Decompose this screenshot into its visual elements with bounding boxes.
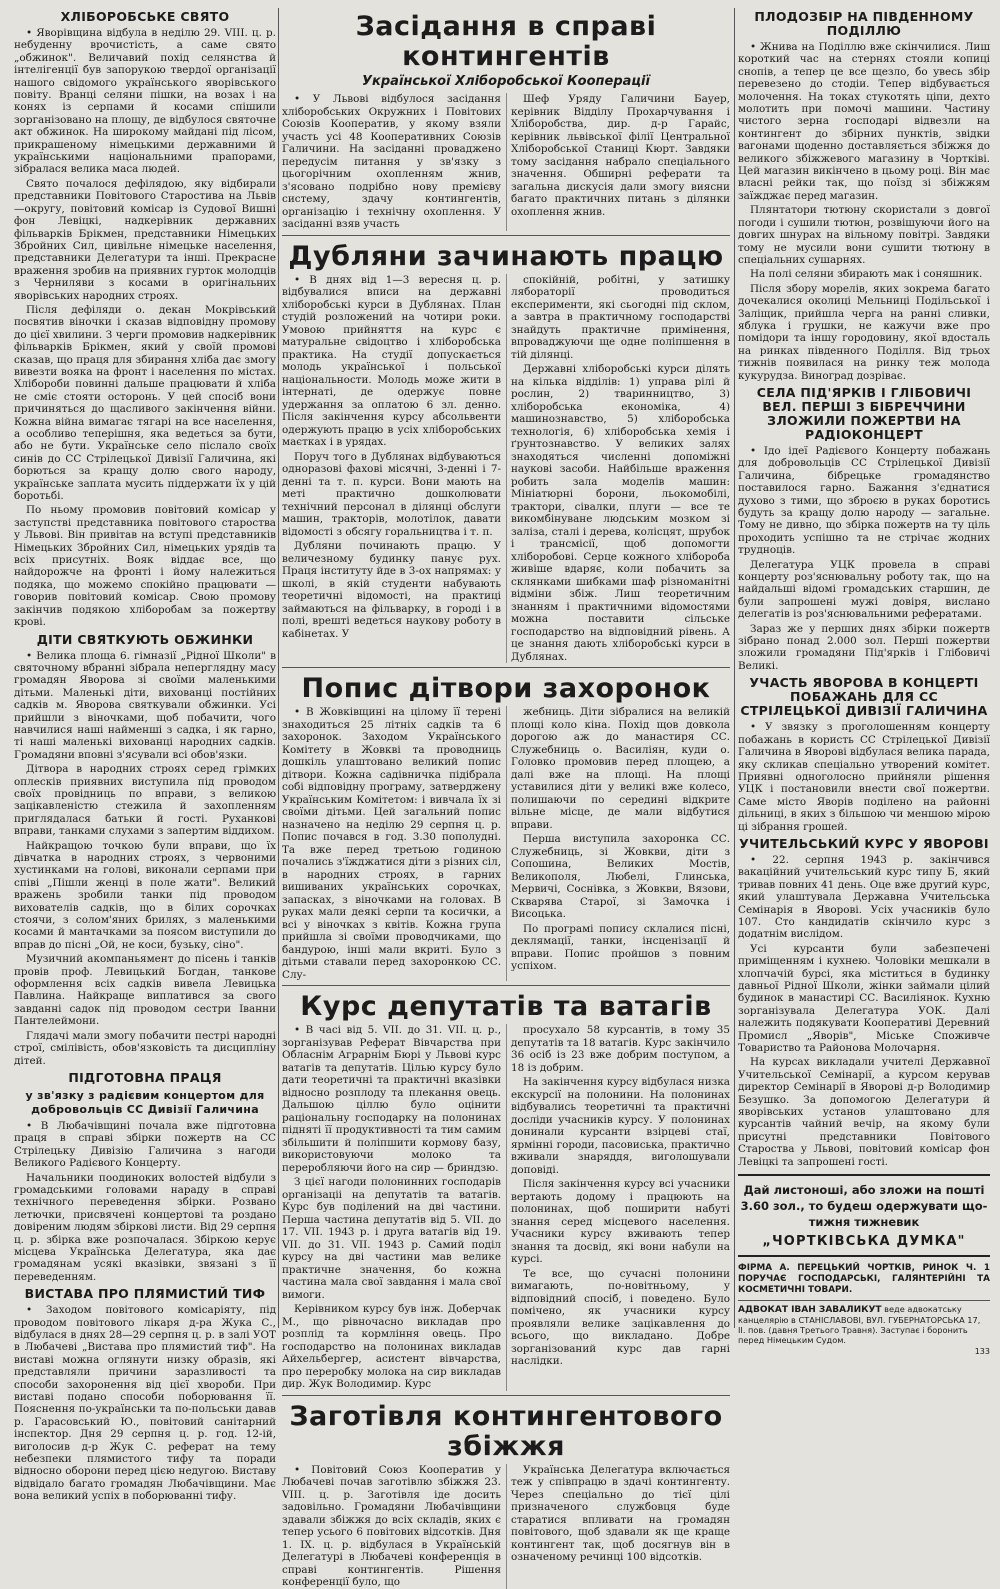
paragraph: По програмі попису склалися пісні, деклямації, танки, інсценізації й вправи. Попис пройшов з повним успіхом.: [511, 922, 730, 972]
paragraph: • У звязку з проголошенням концерту побажань в користь СС Стрілецької Дивізії Галичина в Яворові відбулася велика парада, яку скликав спеціально утворений комітет. Приявні одноголосно прийняли рішення УЦК і постановили внести свої пожертви. Саме місто Яворів поділено на районні дільниці, в яких з більшою чи меншою мірою ці зібрання грошей.: [738, 721, 990, 833]
ad-line: тижня тижневик: [808, 1215, 920, 1230]
ad-line: Дай листоноші, або зложи на пошті: [743, 1183, 985, 1198]
center-column: [282, 6, 731, 1588]
paragraph: Глядачі мали змогу побачити пестрі народні строї, смілівість, обов'язковість та дисципліну дітей.: [14, 1029, 276, 1067]
paragraph: • В часі від 5. VII. до 31. VII. ц. р., зорганізував Реферат Вівчарства при Обласнім Аграрнім Бюрі у Львові курс ватагів та депутатів. Цілью курсу було дати теоретичні та практичні вказівки відносно розплоду та плекання овець. Дальшою ціллю було оцінити раціональну господарку на полонинах підняті її продуктивності та тим самим збільшити й поліпшити кормову базу, використовуючи молоко та переробляючи його на сир — бриндзю.: [282, 1024, 501, 1174]
lawyer-text: веде адвокатську канцелярію в СТАНІСЛАВОВІ, ВУЛ. ГУБЕРНАТОРСЬКА 17, II. пов. (давня Третього Травня). Заступає і боронить перед Німецьким Судом.: [738, 1304, 981, 1346]
paragraph: По ньому промовив повітовий комісар у заступстві представника повітового староства у Львові. Він привітав на вступі представників Німецьких Збройних Сил, німецьких урядів та всіх присутніх. Вояк віддає все, що найдорожче на фронті і йому належиться подяка, що можемо спокійно працювати — говорив повітовий комісар. Свою промову закінчив подякою хліборобам за пожертву крові.: [14, 504, 276, 629]
page-number: 133: [974, 1347, 990, 1357]
paragraph: Державні хліборобські курси ділять на кілька відділів: 1) управа рілі й рослин, 2) тваринництво, 3) хліборобська економіка, 4) машинознавство, 5) хліборобська технологія, 6) хліборобська хемія і ґрунтознавство. У великих залях знаходяться численні допоміжні наукові засоби. Найбільше враження робить зала моделів машин: Мініатюрні борони, льокомобілі, трактори, сівалки, плуги — все те викомбінуване людським мозком зі заліза, сталі і дерева, колісцят, шрубок і трансмісії, щоб допомогти хліборобові. Серце кожного хлібороба живіше вдаряє, коли побачить за склянками шибками шаф різноманітні відміни збіж. Лиш теоретичним знанням і практичними відомостями можна поставити сільське господарство на відповідний рівень. А це знання дають хліборобські курси в Дублянах.: [511, 363, 730, 663]
paragraph: • Повітовий Союз Кооператив у Любачеві почав заготівлю збіжжя 23. VIII. ц. р. Заготівля іде досить задовільно. Громадяни Любачівщини здавали збіжжя до всіх складів, яких є тепер усього 6 повітових відсотків. Дня 1. IX. ц. р. відбулася в Українській Делегатурі в Любачеві конференція в справі контингентів. Рішення конференції було, що: [282, 1463, 501, 1588]
subscription-ad: [738, 1174, 990, 1257]
article-title: ХЛІБОРОБСЬКЕ СВЯТО: [60, 9, 230, 24]
divider: [282, 667, 730, 668]
paragraph: Дітвора в народних строях серед грімких оплесків приявних виступила під проводом своїх провідниць по вправи, з великою зацікавленістю стежила й захопленням приглядалася батьки й гості. Руханкові вправи, танками слухами з запертим віддихом.: [14, 763, 276, 838]
column-rule: [734, 8, 735, 1328]
paragraph: • Яворівщина відбула в неділю 29. VIII. ц. р. небуденну врочистість, а саме свято „обжинок". Величавий похід селянства й інтелігенції був запорукою твердої організації нашого свідомого українського яворівського повіту. Вранці селяни пішки, на возах і на конях із серпами й косами спішили зорганізовано на площу, де відбулося святочне акт обжинок. На широкому майдані під лісом, прикрашеному німецькими державними й українськими національними прапорами, зібралася велика маса людей.: [14, 27, 276, 176]
paragraph: • В Любачівщині почала вже підготовна праця в справі збірки пожертв на СС Стрілецьку Дивізію Галичина з нагоди Великого Радієвого Концерту.: [14, 1119, 276, 1170]
headline: Дубляни зачинають працю: [288, 240, 724, 272]
paragraph: Найкращою точкою були вправи, що їх дівчатка в народних строях, з червоними хустинками на голові, виконали серпами при співі „Пішли женці в поле жати". Великий вражень зробили танки під проводом вихователів садків, що в білих сорочках стоячи, з солом'яних брилях, з маленькими косами й мантачками за поясом виступили до вправ до пісні „Ой, не коси, бузьку, сіно".: [14, 839, 276, 951]
paragraph: просухало 58 курсантів, в тому 35 депутатів та 18 ватагів. Курс закінчило 36 осіб із 23 вже добрим поступом, а 18 із добрим.: [511, 1024, 730, 1074]
column-rule: [278, 8, 279, 1328]
paragraph: Зараз же у перших днях збірки пожертв зібрано понад 2.000 зол. Перші пожертви зложили громадяни Під'ярків і Глібовичі Великі.: [738, 622, 990, 672]
article-body: [282, 274, 730, 664]
headline: Заготівля контингентового збіжжя: [289, 1400, 723, 1462]
article-body: [282, 93, 730, 231]
newspaper-name: „ЧОРТКІВСЬКА ДУМКА": [762, 1234, 966, 1250]
headline: Засідання в справі контингентів: [355, 11, 657, 72]
divider: [282, 985, 730, 986]
paragraph: На закінчення курсу відбулася низка екскурсії на полонини. На полонинах відбувались теоретичні та практичні досліди учасників курсу. У полонинах донинали курсанти взірцеві стаї, ярмінні городи, пасовиська, практично вживали знаряддя, виголошували доповіді.: [511, 1076, 731, 1176]
article-body: [282, 1024, 730, 1391]
article-title: ВИСТАВА ПРО ПЛЯМИСТИЙ ТИФ: [24, 1286, 266, 1302]
paragraph: Свято почалося дефілядою, яку відбирали представники Повітового Старостива на Львів—округу, повітовий комісар із Судової Вишні фон Левіцкі, надкерівник державних фільварків Брікмен, представники Німецьких Збройних Сил, цивільне німецьке населення, представники Делегатури та інші. Прекрасне враження зробив на приявних гурток молодців з Черниляви з косами в оригінальних яворівських народних строях.: [14, 177, 276, 302]
article-body: [282, 706, 730, 981]
paragraph: Перша виступила захоронка СС. Служебниць, зі Жовкви, діти з Сопошина, Великих Мостів, Великополя, Любелі, Глинська, Мервичі, Соснівка, з Жовкви, Вязови, Скварява Старої, зі Замочка і Висоцька.: [511, 833, 730, 920]
paragraph: • В Жовківщині на цілому її терені знаходиться 25 літніх садків та 6 захоронок. Заходом Українського Комітету в Жовкві та проводниць дошкіль улаштовано великий попис дітвори. Кожна садівничка підібрала собі відповідну програму, затверджену Українським Комітетом: і вивчала їх зі своїми дітьми. Цей загальний попис назначено на неділю 29 серпня ц. р. Попис почався в год. 3.30 пополудні. Та вже перед третьою годиною почались з'їжджатися діти з різних сіл, в народних строях, в гарних вишиваних українських сорочках, запасках, з віночками на головах. В руках мали деякі серпи та косички, а всі у віночках з квітів. Кожна група прийшла зі своїми проводчиками, що бандурою, інші мали вкриті. Було з дітьми ставали перед захоронкою СС. Слу-: [282, 706, 501, 981]
divider: [282, 235, 730, 236]
ad-line: 3.60 зол., то будеш одержувати що-: [740, 1199, 988, 1214]
paragraph: Після закінчення курсу всі учасники вертають додому і працюють на полонинах, щоб поширити набуті знання серед місцевого населення. Учасники курсу вживають тепер знання та досвід, які вони набули на курсі.: [511, 1178, 730, 1265]
paragraph: Дубляни починають працю. У величезному будинку панує рух. Праця інституту йде в 3-ох напрямах: у школі, в якій студенти набувають теоретичні відомості, на практиці займаються на фільварку, в городі і в полі, врешті ведеться наукову роботу в кабінетах. У: [282, 540, 501, 640]
right-column: [738, 6, 990, 1357]
paragraph: • Заходом повітового комісаріяту, під проводом повітового лікаря д-ра Жука С., відбулася в днях 28—29 серпня ц. р. в залі УОТ в Любачеві „Вистава про плямистий тиф". На виставі можна оглянути низку образів, які представляли причини заразливості та способи захоронення від цієї хвороби. При виставі подано способи поборювання її. Пояснення по-українськи та по-польськи давав р. Гарасовський Ю., повітовий санітарний інспектор. Дня 29 серпня ц. р. год. 12-ій, виголосив д-р Жук С. реферат на тему небезпеки плямистого тифу та поради відносно оборони перед цією недугою. Виставу відвідало багато громадян Любачівщини. Має вона великий успіх в поборюванні тифу.: [14, 1304, 276, 1503]
paragraph: Після дефіляди о. декан Мокрівський посвятив віночки і сказав відповідну промову до цієї хвилини. З черги промовив надкерівник фільварків Брікмен, який у своїй промові сказав, що праця для збирання хліба дає змогу вивезти вояка на фронт і населення по містах. Хлібороби повинні дальше працювати й хліба не сміє стояти осторонь. У цей спосіб вони причиняться до щасливого закінчення війни. Кожна війна вимагає тягарі на все населення, а особливо теперішня, яка ведеться за бути, або не бути. Українське село післало своїх синів до СС Стрілецької Дивізії Галичина, які борються за кращу долю свого народу, українське заплата мусить піддержати їх у цій боротьбі.: [14, 303, 276, 503]
article-title: УЧИТЕЛЬСЬКИЙ КУРС У ЯВОРОВІ: [739, 835, 989, 851]
paragraph: • 22. серпня 1943 р. закінчився вакаційний учительський курс типу Б, який тривав повних 41 день. Оце вже другий курс, який улаштувала Державна Учительська Семінарія в Яворові. Усіх учасників було 107. Сто кандидатів скінчило курс з додатнім вислідом.: [738, 853, 990, 941]
divider: [282, 1395, 730, 1396]
lawyer-name: АДВОКАТ ІВАН ЗАВАЛИКУТ: [738, 1305, 882, 1316]
paragraph: Музичний акомпаньямент до пісень і танків провів проф. Левицький Богдан, танкове оформлення всіх садків вивела Левицька Павлина. Найкраще виплатився за свого завданні садок під проводом сестри Іванни Пантелеймони.: [14, 953, 276, 1028]
paragraph: Шеф Уряду Галичини Бауер, керівник Відділу Прохарчування і Хліборобства, дир. д-р Гарайс, керівник львівської філії Центральної Хліборобської Станиці Кюрт. Завдяки тому засідання набрало спеціального значення. Обширні реферати та загальна дискусія дали змогу виясни багато практичних питань з ділянки охоплення жнив.: [511, 93, 730, 218]
paragraph: Плянтатори тютюну скористали з довгої погоди і сушили тютюн, розвішуючи його на довгих шнурах на вільному повітрі. Завдяки тому не мусили вони сушити тютюну в спеціальних сушарнях.: [738, 204, 990, 266]
paragraph: • У Львові відбулося засідання хліборобських Окружних і Повітових Союзів Кооператив, у якому взяли участь усі 48 Кооперативних Союзів Галичини. На засіданні проваджено передусім питання у зв'язку з цьогорічним охопленням жнив, з'ясовано подрібно нову премієву систему, здачу контингентів, організацію і технічну охоплення. У засіданні взяв участь: [282, 93, 501, 230]
paragraph: На курсах викладали учителі Державної Учительської Семінарії, а курсом керував директор Семінарії в Яворові д-р Володимир Безушко. За допомогою Делегатури й яворівських установ улаштовано для курсантів чайний вечір, на якому були присутні представники Повітового Староства у Львові, повітовий комісар фон Левіцкі та запрошені гості.: [738, 1056, 990, 1168]
paragraph: Українська Делегатура включається теж у співпрацю в здачі контингенту. Через спеціально до тієї цілі призначеного службовця буде старатися впливати на громадян повітового, щоб здавали як ще краще контингент так, щоб досягнув він в означеному речинці 100 відсотків.: [511, 1463, 730, 1563]
paragraph: Після збору морелів, яких зокрема багато дочекалися околиці Мельниці Подільської і Заліщик, прийшла черга на ранні сливки, яблука і грушки, не кажучи вже про помідори та іншу городовину, якої вдосталь на ринках південного Поділля. Від трьох тижнів появилася на ринку теж молода кукурудза. Виноград дозріває.: [738, 282, 990, 382]
headline-subtitle: Української Хліборобської Кооперації: [362, 74, 650, 89]
article-subtitle: у зв'язку з радієвим концертом для добровольців СС Дивізії Галичина: [25, 1088, 265, 1116]
paragraph: жебниць. Діти зібралися на великій площі коло кіна. Похід щов довкола дорогою аж до манастиря СС. Служебниць о. Василіян, куди о. Головко промовив перед площею, а далі вже на площі. На площі уставилися діти у великі вже колесо, полишаючи по середині відкрите вільне місце, де мали відбутися вправи.: [511, 706, 730, 831]
article-title: СЕЛА ПІД'ЯРКІВ І ГЛІБОВИЧІ ВЕЛ. ПЕРШІ З БІБРЕЧЧИНИ ЗЛОЖИЛИ ПОЖЕРТВИ НА РАДІОКОНЦЕРТ: [756, 384, 972, 442]
paragraph: Делегатура УЦК провела в справі концерту роз'яснювальну роботу так, що на найдальші відомі громадських старшин, де були запрошені мужі довіря, вислано делегатів із роз'яснювальними рефератами.: [738, 558, 990, 621]
paragraph: • Жнива на Поділлю вже скінчилися. Лиш короткий час на стернях стояли копиці снопів, а тепер це все щезло, бо увесь збір перевезено до стодіи. Тепер відбувається молочення. На токах стукотять ціпи, дехто молотить при помочі машини. Частину чистого зерна господарі відвезли на контингент до збірних пунктів, звідки вагонами щоденно доставляється збіжжя до великого збіжжевого магазину в Чортківі. Цей магазин викінчено в цьому році. Він має власні рейки так, що поїзд зі збіжжям заїжджає перед магазин.: [738, 41, 990, 202]
paragraph: Керівником курсу був інж. Доберчак М., що рівночасно викладав про розплід та кормління овець. Про господарство на полонинах викладав Айхельбергер, асистент вівчарства, про переробку молока на сир викладав дир. Жук Володимир. Курс: [282, 1303, 501, 1390]
article-title: ПІДГОТОВНА ПРАЦЯ: [68, 1069, 222, 1085]
paragraph: • Ідо ідеї Радієвого Концерту побажань для добровольців СС Стрілецької Дивізії Галичина, бібрецьке громадянство поставилося гарно. Бажання з'єднатися духово з тими, що зброєю в руках боротись будуть за кращу долю народу — загальне. Тому не дивно, що збірка пожертв на ту ціль проходить успішно та не стрічає жодних трудноців.: [738, 444, 990, 557]
article-title: ДІТИ СВЯТКУЮТЬ ОБЖИНКИ: [36, 631, 254, 647]
paragraph: Поруч того в Дублянах відбуваються одноразові фахові місячні, 3-денні і 7-денні та т. п. курси. Вони мають на меті практично дошколювати технічний персонал в ділянці обслуги машин, тракторів, молотілок, давати відомості з обсягу горальництва і т. п.: [282, 450, 501, 538]
paragraph: На полі селяни збирають мак і соняшник.: [750, 268, 983, 281]
left-column: [14, 6, 276, 1503]
article-body: [282, 1464, 730, 1589]
paragraph: спокійній, робітні, у затишку лябораторії проводиться експерименти, які сьогодні під склом, а завтра в практичному господарстві знайдуть практичне примінення, впроваджуючи ще одне поліпшення в тій ділянці.: [511, 273, 730, 361]
lawyer-ad: [738, 1300, 990, 1345]
headline: Попис дітвори захоронок: [301, 673, 711, 704]
article-title: ПЛОДОЗБІР НА ПІВДЕННОМУ ПОДІЛЛЮ: [754, 9, 974, 38]
paragraph: • В днях від 1—3 вересня ц. р. відбувалися вписи на державні хліборобські курси в Дублянах. План студій розложений на чотири роки. Умовою прийняття на курс є матуральне свідоцтво і хліборобська практика. На студії допускається молодь української і польської національности. Молодь може жити в інтернаті, де одержує повне удержання за оплатою 6 зл. денно. Після закінчення курсу абсольвенти одержують працю в усіх хліборобських маєтках і в урядах.: [282, 273, 501, 448]
paragraph: Начальники поодиноких волостей відбули з громадськими головами нараду в справі технічного переведення збірки. Розвано летючки, присвячені концертові та роздано довіреним людям збіркові листи. Від 29 серпня ц. р. збірка вже розпочалася. Збіркою керує місцева Українська Делегатура, яка дає громадянам усякі вказівки, звязані з її переведенням.: [14, 1171, 276, 1283]
paragraph: • Велика площа 6. гімназії „Рідної Школи" в святочному вбранні зібрала неперглядну масу громадян Яворова зі своїми маленькими дітьми. Маленькі діти, вихованці постійних садків м. Яворова святкували обжинки. Усі прийшли з віночками, щоб побачити, чого навчилися наші найменші з садка, і як гарно, ті наші маленькі вихованці народних садків. Громадяни вповні з'ясували всі обов'язки.: [14, 649, 276, 761]
paragraph: Усі курсанти були забезпечені приміщенням і кухнею. Чоловіки мешкали в хлопчачій бурсі, яка міститься в будинку давньої Рідної Школи, жінки займали цілий будинок в манастирі СС. Василіянок. Кухню зорганізувала Делегатура УОК. Далі належить подякувати Кооперативі Деревний Промисл „Яворів", Міське Споживче Товариство та Районова Молочарня.: [738, 942, 990, 1055]
paragraph: З цієї нагоди полонинних господарів організаціі на депутатів та ватагів. Курс був поділений на дві частини. Перша частина депутатів від 5. VII. до 17. VII. 1943 р. і друга ватагів від 19. VII. до 31. VII. 1943 р. Самий поділ курсу на дві частини мав велике практичне значення, бо кожна частина мала свої завдання і мала свої вимоги.: [282, 1176, 501, 1301]
article-title: УЧАСТЬ ЯВОРОВА В КОНЦЕРТІ ПОБАЖАНЬ ДЛЯ СС СТРІЛЕЦЬКОЇ ДИВІЗІЇ ГАЛИЧИНА: [740, 675, 988, 719]
paragraph: Те все, що сучасні полонини вимагають, по-новітньому, у відповідний спосіб, і поведено. Було помічено, як учасники курсу проявляли велике зацікавлення до всього, що викладано. Добре зорганізований курс дав гарні наслідки.: [511, 1267, 730, 1367]
firm-ad: ФІРМА А. ПЕРЕЦЬКИЙ ЧОРТКІВ, РИНОК Ч. 1 ПОРУЧАЄ ГОСПОДАРСЬКІ, ГАЛЯНТЕРІЙНІ ТА КОСМЕТИЧНІ ТОВАРИ.: [738, 1263, 990, 1296]
headline: Курс депутатів та ватагів: [300, 991, 712, 1022]
